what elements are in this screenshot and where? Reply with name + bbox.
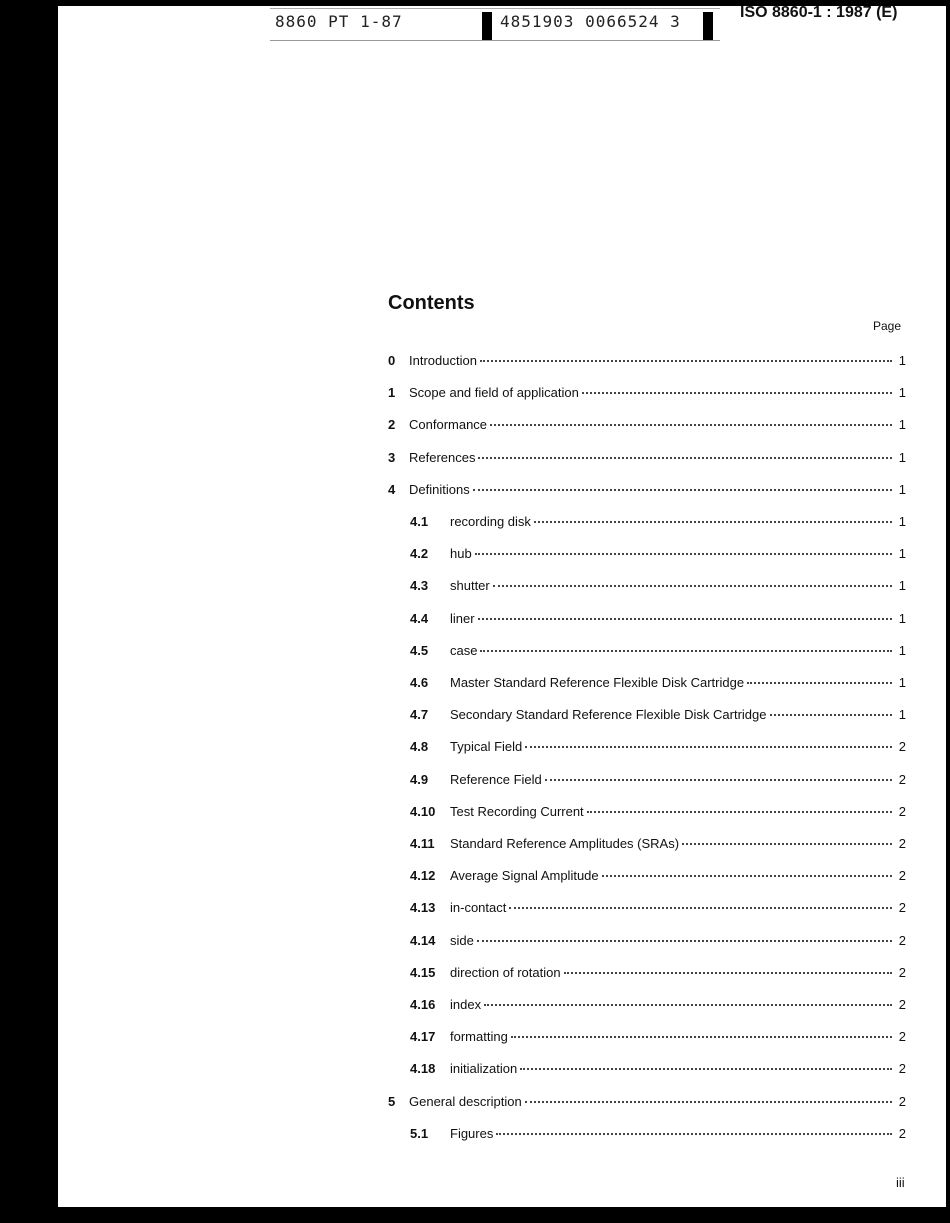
toc-entry-page: 1 bbox=[898, 578, 906, 594]
toc-entry[interactable] bbox=[388, 835, 906, 853]
toc-entry[interactable] bbox=[388, 577, 906, 595]
toc-entry-label: liner bbox=[450, 610, 475, 626]
toc-dot-leader bbox=[480, 360, 892, 362]
toc-entry[interactable] bbox=[388, 416, 906, 434]
toc-entry-number: 4.7 bbox=[410, 707, 429, 723]
toc-entry-label: initialization bbox=[450, 1061, 518, 1077]
toc-entry-page: 2 bbox=[898, 1093, 906, 1109]
toc-entry-label: Reference Field bbox=[450, 771, 542, 787]
toc-dot-leader bbox=[587, 811, 892, 813]
toc-entry-number: 0 bbox=[388, 353, 396, 368]
toc-dot-leader bbox=[478, 618, 892, 620]
toc-entry-page: 2 bbox=[898, 739, 906, 755]
toc-entry-page: 1 bbox=[898, 675, 906, 690]
toc-entry-number: 4.6 bbox=[410, 675, 429, 690]
toc-entry-number: 4.11 bbox=[410, 836, 435, 851]
toc-entry-page: 1 bbox=[898, 481, 906, 497]
toc-entry-number: 4.2 bbox=[410, 546, 429, 562]
toc-entry-number: 5 bbox=[388, 1093, 396, 1109]
toc-dot-leader bbox=[520, 1068, 892, 1070]
toc-dot-leader bbox=[747, 682, 892, 684]
toc-entry-number: 4.3 bbox=[410, 578, 429, 594]
toc-dot-leader bbox=[484, 1004, 892, 1006]
toc-entry-label: Secondary Standard Reference Flexible Disk Cartridge bbox=[450, 707, 767, 723]
toc-dot-leader bbox=[496, 1133, 892, 1135]
toc-entry-page: 1 bbox=[898, 353, 906, 368]
toc-entry[interactable] bbox=[388, 706, 906, 724]
toc-dot-leader bbox=[478, 457, 892, 459]
toc-entry-label: References bbox=[409, 449, 476, 465]
toc-entry-label: Typical Field bbox=[450, 739, 523, 755]
toc-dot-leader bbox=[490, 424, 892, 426]
toc-entry[interactable] bbox=[388, 513, 906, 531]
toc-entry[interactable] bbox=[388, 803, 906, 821]
toc-entry[interactable] bbox=[388, 384, 906, 402]
toc-entry[interactable] bbox=[388, 352, 906, 370]
scan-code-left: 8860 PT 1-87 bbox=[275, 12, 403, 31]
toc-entry-page: 1 bbox=[898, 385, 906, 401]
toc-entry-number: 4.1 bbox=[410, 514, 429, 529]
toc-entry-label: Master Standard Reference Flexible Disk Cartridge bbox=[450, 675, 745, 690]
toc-entry[interactable] bbox=[388, 771, 906, 789]
toc-entry-label: in-contact bbox=[450, 900, 507, 916]
toc-dot-leader bbox=[770, 714, 893, 716]
toc-entry-label: Conformance bbox=[409, 417, 488, 433]
header-rule-bottom bbox=[270, 40, 720, 41]
toc-entry-page: 2 bbox=[898, 1061, 906, 1077]
toc-entry[interactable] bbox=[388, 899, 906, 917]
toc-dot-leader bbox=[493, 585, 892, 587]
toc-entry-number: 4.4 bbox=[410, 610, 429, 626]
header-rule-top bbox=[270, 8, 720, 9]
toc-entry[interactable] bbox=[388, 1060, 906, 1078]
toc-entry-number: 4 bbox=[388, 481, 396, 497]
toc-dot-leader bbox=[525, 746, 892, 748]
toc-dot-leader bbox=[509, 907, 892, 909]
toc-entry-label: Standard Reference Amplitudes (SRAs) bbox=[450, 836, 680, 851]
toc-entry-page: 1 bbox=[898, 642, 906, 658]
scan-border-left bbox=[0, 0, 58, 1223]
toc-entry[interactable] bbox=[388, 932, 906, 950]
toc-entry-page: 1 bbox=[898, 546, 906, 562]
toc-entry-page: 2 bbox=[898, 932, 906, 948]
toc-dot-leader bbox=[473, 489, 892, 491]
page-folio: iii bbox=[896, 1175, 905, 1190]
toc-entry-number: 2 bbox=[388, 417, 396, 433]
toc-entry[interactable] bbox=[388, 996, 906, 1014]
toc-entry[interactable] bbox=[388, 1093, 906, 1111]
toc-entry-number: 4.10 bbox=[410, 803, 436, 819]
toc-entry[interactable] bbox=[388, 674, 906, 692]
toc-entry-page: 2 bbox=[898, 836, 906, 851]
contents-title: Contents bbox=[388, 292, 475, 314]
toc-entry-number: 5.1 bbox=[410, 1125, 429, 1141]
toc-entry-number: 4.8 bbox=[410, 739, 429, 755]
toc-entry-label: Average Signal Amplitude bbox=[450, 868, 599, 884]
toc-entry-number: 3 bbox=[388, 449, 396, 465]
toc-entry-page: 1 bbox=[898, 610, 906, 626]
toc-dot-leader bbox=[480, 650, 892, 652]
toc-entry-page: 2 bbox=[898, 964, 906, 980]
toc-dot-leader bbox=[511, 1036, 892, 1038]
toc-entry-label: Scope and field of application bbox=[409, 385, 579, 401]
toc-entry-number: 1 bbox=[388, 385, 396, 401]
toc-dot-leader bbox=[475, 553, 892, 555]
toc-dot-leader bbox=[525, 1101, 892, 1103]
toc-entry-page: 1 bbox=[898, 514, 906, 529]
scan-code-bar-right bbox=[703, 12, 713, 40]
toc-entry-label: Definitions bbox=[409, 481, 470, 497]
toc-entry-label: recording disk bbox=[450, 514, 531, 529]
toc-entry-page: 2 bbox=[898, 997, 906, 1012]
toc-entry-label: formatting bbox=[450, 1029, 508, 1045]
toc-entry-page: 2 bbox=[898, 803, 906, 819]
toc-dot-leader bbox=[564, 972, 892, 974]
toc-entry[interactable] bbox=[388, 610, 906, 628]
toc-dot-leader bbox=[545, 779, 892, 781]
toc-entry-number: 4.17 bbox=[410, 1029, 436, 1045]
scan-border-bottom bbox=[0, 1207, 950, 1223]
toc-entry-label: direction of rotation bbox=[450, 964, 561, 980]
toc-entry-page: 2 bbox=[898, 1125, 906, 1141]
toc-entry-number: 4.13 bbox=[410, 900, 436, 916]
toc-entry[interactable] bbox=[388, 867, 906, 885]
toc-entry-label: side bbox=[450, 932, 474, 948]
toc-dot-leader bbox=[682, 843, 892, 845]
toc-entry-number: 4.15 bbox=[410, 964, 436, 980]
toc-entry-label: Introduction bbox=[409, 353, 477, 368]
toc-entry-label: General description bbox=[409, 1093, 522, 1109]
toc-entry-label: Figures bbox=[450, 1125, 494, 1141]
toc-entry-label: hub bbox=[450, 546, 472, 562]
toc-entry[interactable] bbox=[388, 481, 906, 499]
toc-dot-leader bbox=[582, 392, 892, 394]
toc-entry-number: 4.16 bbox=[410, 997, 436, 1012]
toc-entry[interactable] bbox=[388, 738, 906, 756]
toc-dot-leader bbox=[534, 521, 892, 523]
toc-entry[interactable] bbox=[388, 642, 906, 660]
toc-dot-leader bbox=[602, 875, 892, 877]
toc-entry-number: 4.18 bbox=[410, 1061, 436, 1077]
scan-code-right: 4851903 0066524 3 bbox=[500, 12, 681, 31]
toc-entry-page: 2 bbox=[898, 868, 906, 884]
toc-entry-number: 4.14 bbox=[410, 932, 436, 948]
toc-entry-number: 4.12 bbox=[410, 868, 436, 884]
scan-code-bar-left bbox=[482, 12, 492, 40]
toc-entry-page: 2 bbox=[898, 900, 906, 916]
toc-entry-page: 1 bbox=[898, 449, 906, 465]
toc-entry-number: 4.5 bbox=[410, 642, 429, 658]
toc-entry-number: 4.9 bbox=[410, 771, 429, 787]
toc-entry-page: 1 bbox=[898, 707, 906, 723]
page-column-heading: Page bbox=[873, 319, 902, 333]
toc-entry-label: shutter bbox=[450, 578, 490, 594]
standard-id: ISO 8860-1 : 1987 (E) bbox=[740, 4, 898, 21]
toc-entry[interactable] bbox=[388, 449, 906, 467]
toc-entry-page: 1 bbox=[898, 417, 906, 433]
toc-entry[interactable] bbox=[388, 1125, 906, 1143]
toc-entry-label: index bbox=[450, 997, 482, 1012]
toc-entry-label: Test Recording Current bbox=[450, 803, 584, 819]
scan-border-right bbox=[946, 0, 950, 1223]
toc-entry-page: 2 bbox=[898, 1029, 906, 1045]
toc-entry[interactable] bbox=[388, 545, 906, 563]
toc-entry-page: 2 bbox=[898, 771, 906, 787]
toc-entry[interactable] bbox=[388, 964, 906, 982]
toc-dot-leader bbox=[477, 940, 892, 942]
toc-entry-label: case bbox=[450, 642, 478, 658]
toc-entry[interactable] bbox=[388, 1028, 906, 1046]
